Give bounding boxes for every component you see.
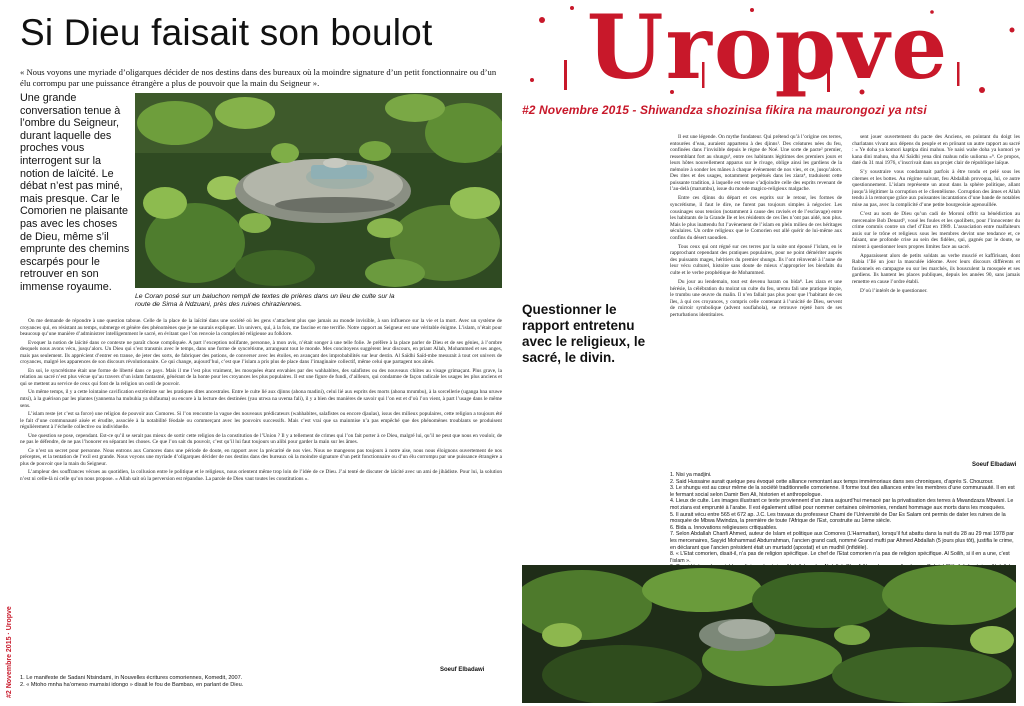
paragraph: En soi, le syncrétisme était une forme de liberté dans ce pays. Mais il me l’est plus vraiment, les mosquées étant envahies par des wahhabites, des salafistes ou des nouveaux chiites au visage grimaçant. Plus grave, la relation au sacré n’est plus vécue qu’au travers d’un islam fantasmé, générant de la honte pour les croyances les plus populaires. Il est une figure de fundi, d’ailleurs, qui condamne de façon radicale les usages les plus anciens et qui se mettent au service de ceux qui font de la religion un outil de pouvoir. xyxy=(20,367,502,387)
footnote: 5. Il aurait vécu entre 565 et 672 ap. J.C. Les travaux du professeur Chami de l’Université de Dar Es Salam ont permis de dater les ruines de la mosquée de Mbwa Mwindza, la première de toute l’Afrique de l’Est, construite au 1ème siècle. xyxy=(670,511,1006,525)
footnote: 7. Selon Abdallah Chanfi Ahmed, auteur de Islam et politique aux Comores (L’Harmattan), lorsqu’il fut abattu dans la nuit du 28 au 29 mai 1978 par les mercenaires, Sayyid Mohammad Abdurrahman, l’ancien grand cadi, nommé Grand mufti par Ahmed Abdallah (5 jours plus tôt), justifia le crime, en déclarant que l’ancien président était un murtadd (apostat) et un mudhil (infidèle). xyxy=(670,531,1014,551)
paragraph: Un même temps, il y a cette lointaine cavification extrémiste sur les pratiques dites ancestrales. Entre le culte lié aux djinns (ahona madini), celui lié aux esprits des morts (ahona mrumbu), à la sorcellerie (uganga hna uruwe mtsi), à la guérison par les plantes (yannema ha mubuhia ya shifauma) ou encore à la lecture des destinées (yau utrwa na uvema fali), il y a bien des manières de savoir qui l’on est et d’où l’on vient, à part l’usage dans le même sens. xyxy=(20,389,502,409)
footnotes xyxy=(670,472,1020,578)
paragraph: Tous ceux qui ont régné sur ces terres par la suite ont épousé l’islam, en le rapprochant cependant des pratiques populaires, pour ne point démériter auprès des puissants mages, héritiers du premier shungu. Ils l’ont réinventé à l’aune de leur vécu culturel, histoire sans doute de mieux s’approprier les bienfaits du culte et le verbe prophétique de Mohammed. xyxy=(670,243,842,276)
footnote: 6. Bida a. Innovations religieuses critiquables. xyxy=(670,524,778,531)
right-page xyxy=(512,0,1024,706)
author-signature: Soeuf Elbadawi xyxy=(440,667,485,673)
paragraph: Evoquer la notion de laïcité dans ce contexte ne paraît chose compliquée. A part l’exception nolifante, personne, à mon avis, n’était songer à une telle folie. Je préfère à la place parler de Dieu et de ses génies, à l’ombre desquels nous avons vécu, jusqu’alors. Un Dieu qui s’est transmis avec le temps, dans une forme de syncrétisme, arrangeant tout le monde. Mes concitoyens suggèrent leur discours, en priant Allah, Mohammed et ses anges, mais pas seulement. Ils apprécient d’entrer en transe, de jeter des sorts, de fabriquer des potions, de converser avec les étoiles, en avançant des improbabilités sur leur destin. Al Saïdhi Saïd-mbe mesurait à tout cet univers de croyances, malgré les apparences de son discours révolutionnaire. Ce qui change, aujourd’hui, c’est que l’islam a pris plus de place dans l’imaginaire collectif, même celui que partagent nos aînés. xyxy=(20,339,502,366)
footnote: 4. Lieux de culte. Les images illustrant ce texte proviennent d’un ziara aujourd’hui menacé par la privatisation des terres à Mwandzaza Mbwani. Le mot ziara est emprunté à l’arabe. Il est également utilisé pour nommer certaines cérémonies, rendant hommage aux morts dans les mosquées. xyxy=(670,498,1014,511)
footnote: 8. « L’Etat comorien, disait-il, n’a pas de religion spécifique. Le chef de l’Etat comorien n’a pas de religion spécifique. Al Soilih, si il en a une, c’est l’islam ». xyxy=(670,551,1010,564)
photo-leaves-quran xyxy=(135,93,502,288)
footnote: 2. Said Hussaine aurait quelque peu évoqué cette alliance remontant aux temps immémoriaux dans ses chroniques, d’après S. Chouzour. xyxy=(670,478,994,485)
vertical-edition-label xyxy=(2,560,14,700)
footnote: 1. Le manifeste de Sadani Ntsindami, in Nouvelles écritures comoriennes, Komedit, 2007. xyxy=(20,675,243,681)
footnote: 1. Nisi ya madjini. xyxy=(670,472,712,478)
pull-quote-right: Questionner le rapport entretenu avec le religieux, le sacré, le divin. xyxy=(522,302,646,365)
author-signature: Soeuf Elbadawi xyxy=(972,462,1017,468)
paragraph: Du jour au lendemain, tout est devenu haram ou bida⁸. Les ziara et une hérésie, la célébration du moirat un culte du feu, uremu fali une pratique impie, le trumbu une œuvre du malin. Il n’en fallait pas plus pour que l’habitant de ces îles, à qui ces croyances, y compris celle contenant à l’unicité de Dieu, servent de mirroir symbolique (advent soufiahola), se retrouve rejeté hors de ses perturbations identitaires. xyxy=(670,278,842,318)
left-article-body xyxy=(20,318,502,663)
photo-caption: Le Coran posé sur un baluchon rempli de textes de prières dans un lieu de culte sur la route de Sima à Ndzuani, près des ruines chiraziennes. xyxy=(135,293,395,308)
paragraph: sent jouer ouvertement du pacte des Anciens, en pointant du doigt les charlatans vivant aux dépens du peuple et en prônant un autre rapport au sacré : « Ye doha ya komori kaptipa dini mahuu. Ye naisi wahe doha ya komori ye kana dini mahuu, sha Al Saïdhi yena dini mahuu ndio uulioma »⁹. Ce propos, daté du 31 mai 1976, s’inscrivait dans un projet clair de république laïque. xyxy=(852,134,1020,167)
paragraph: S’y soustraire vous condamnait parfois à être tondu et pelé sous les citernes et les bottes. Au régime suivant, feu Abdallah provoqua, lui, ce autre questionnement. L’islam représente un atout dans la sphère politique, allant jusqu’à légitimer la corruption et le clientélisme. Corruption des âmes et Allah tendu à la remorque grâce aux puissantes incantations d’une bande de notables mise au pas, avec la complicité d’une petite bourgeoisie agenouillée. xyxy=(852,169,1020,208)
right-article-column-b xyxy=(852,134,1020,460)
paragraph: C’est au nom de Dieu qu’un cadi de Moroni offrit sa bénédiction au mercenaire Bob Denard⁵, voué les foules et les quolibets, pour l’innocenter du crime commis contre un chef d’Etat en 1989. L’association entre malfaiteurs assis sur le trône et religieux sous les membres devint une tendance et, ce faisant, une profonde crise au sein des fidèles, qui, gagnés par le doute, se mirent à questionner leurs propres limites face au sacré. xyxy=(852,211,1020,250)
paragraph: Une question se pose, cependant. Est-ce qu’il se serait pas mieux de sortir cette religion de la constitution de l’Union ? Il y a tellement de crimes qui l’on fait porter à ce Dieu, malgré lui, qu’il ne peut que nous en vouloir, de ne pas le défendre, de ne pas l’honorer en séparant les choses. Ce que l’on sait du pouvoir, c’est qu’il lui faut toujours un alibi pour garder la main sur les âmes. xyxy=(20,432,502,446)
paragraph: Il est une légende. On mythe fondateur. Qui prétend qu’à l’origine ces terres, entourées d’eau, auraient appartenu à des djinns¹. Des créatures nées du feu, confinées dans l’invisible depuis le règne de Noé. Une sorte de pacte² premier, ressemblant fort au shungu³, entre ces habitants légitimes des premiers jours et leurs hôtes nouvellement apparus sur le rivage, oblige ainsi les gardiens de la mémoire à sonder les mânes à chaque événement de nos vies, et ce, jusqu’alors. Des rites et des usages, notamment perpétués dans les ziara⁴, traduisent cette puissante tradition, à laquelle est venue s’adjoindre celle des esprits revenant de l’au-delà (marumbu), issue du monde magico-religieux malgache. xyxy=(670,134,842,193)
paragraph: D’où l’intérêt de le questionner. xyxy=(860,288,928,295)
paragraph: On me demande de répondre à une question taboue. Celle de la place de la laïcité dans une société où les gens s’attachent plus que jamais au monde invisible, à son influence sur la vie et la mort. Avec un système de croyances qui, en résistant au temps, submerge et génère des phénomènes que je ne saurais expliquer. Un univers, qui, à la fois, me fascine et me terrifie. Notre rapport au Seigneur est une véritable énigme. L’islam, n’était pour beaucoup qu’une manière d’administrer intelligemment le sacré, en évitant que l’on renvoie la complexité religieuse au folklore. xyxy=(20,318,502,338)
vertical-label-text: #2 Novembre 2015 · Uropve xyxy=(6,606,13,698)
footnote: 2. « Mtoho mnha ha’omeso mumsisi idongo » disait le fou de Bambao, en parlant de Dieu. xyxy=(20,682,244,688)
paragraph: L’islam reste (et c’est sa force) une religion de pouvoir aux Comores. Si l’on rencontre la vague des nouveaux prédicateurs (wahhabites, salafistes ou encore djaulas), issus des milieux populaires, cette religion a toujours été le fait d’une communauté aisée et érudite, associée à la notabilité féodale ou commerçant avec les pouvoirs successifs. Mais c’est vrai que sa mainmise n’a pas empêché que des phénomènes troublants se produisent régulièrement à l’échelle collective ou individuelle. xyxy=(20,411,502,431)
lead-quote: « Nous voyons une myriade d’oligarques décider de nos destins dans des bureaux où la moindre signature d’un petit fonctionnaire ou d’un élu corrompu par une puissance étrangère a plus de pouvoir que la main du Seigneur ». xyxy=(20,67,497,88)
paragraph: Ce n’est un secret pour personne. Nous entrons aux Comores dans une période de doute, en rapport avec la précarité de nos vies. Nous ne mangeons pas toujours à notre aise, nous nous éloignons ouvertement de nos préceptes, et la tentation de l’exil est grande. Nous voyons une myriade d’oligarques décider de nos destins dans des bureaux où la moindre signature d’un petit fonctionnaire ou d’un élu corrompu par une puissance étrangère a plus de pouvoir que la main du Seigneur. xyxy=(20,447,502,467)
paragraph: Apparaissent alors de petits soldats au verbe musclé et kaffirisant, dont Rabia l’Ilé un jour la masculée idéome. Avec leurs discours différents et fusionnels en campagne ou sur les marchés, ils bousculent la mosquée et ses gardiens. Ils hantent les places publiques, depuis les années 90, sans jamais remettre en cause l’ordre établi. xyxy=(852,252,1020,285)
leaves-photo-icon xyxy=(135,93,502,288)
masthead-title: Uropve xyxy=(586,0,950,99)
photo-forest-shrine xyxy=(522,565,1016,703)
issue-tagline: #2 Novembre 2015 - Shiwandza shozinisa fikira na maurongozi ya ntsi xyxy=(522,103,927,117)
masthead xyxy=(512,0,1024,118)
right-article-column-a xyxy=(670,134,842,452)
paragraph: L’ampleur des souffrances vécues au quotidien, la collusion entre le politique et le religieux, nous orientent même trop loin de l’idée de ce Dieu. J’ai tenté de discuter de laïcité avec un ami de jihâdiste. Pour lui, la solution n’est ni celle-là ni celle qu’on nous propose. « Allah sait où la perversion est répandue. La parole de Dieu vaut toutes les constitutions ». xyxy=(20,469,502,483)
headline: Si Dieu faisait son boulot xyxy=(20,12,433,53)
footnote: 3. Le shungu est au cœur même de la société traditionnelle comorienne. Il forme tout des alliances entre les membres d’une communauté. Il en est le fermant social selon Damir Ben Ali, historien et anthropologue. xyxy=(670,485,1015,498)
pull-quote: Une grande conversation tenue à l’ombre du Seigneur, durant laquelle des proches vous interrogent sur la notion de laïcité. Le débat n’est pas miné, mais presque. Car le Comorien ne plaisante pas avec les choses de Dieu, même s’il emprunte des chemins escarpés pour le retrouver en son immense royaume. xyxy=(20,92,130,293)
forest-photo-icon xyxy=(522,565,1016,703)
paragraph: Entre ces djinns du départ et ces esprits sur le retour, les formes de syncrétisme, il faut le dire, ne furent pas toujours simples à négocier. Les cousinages sous tension (notamment à cause des ravisés et de l’esclavage) entre les habitants de la Grande Ile et les résidents de ces îles n’ont pas aidé, non plus. Mais le plus inattendu fut l’avènement de l’islam en plein milieu de ces héritages séculaires. Un ordre religieux que le Comorien eut allé quérir de lui-même aux confins du désert saoudien. xyxy=(670,195,842,241)
footnotes xyxy=(20,675,420,689)
